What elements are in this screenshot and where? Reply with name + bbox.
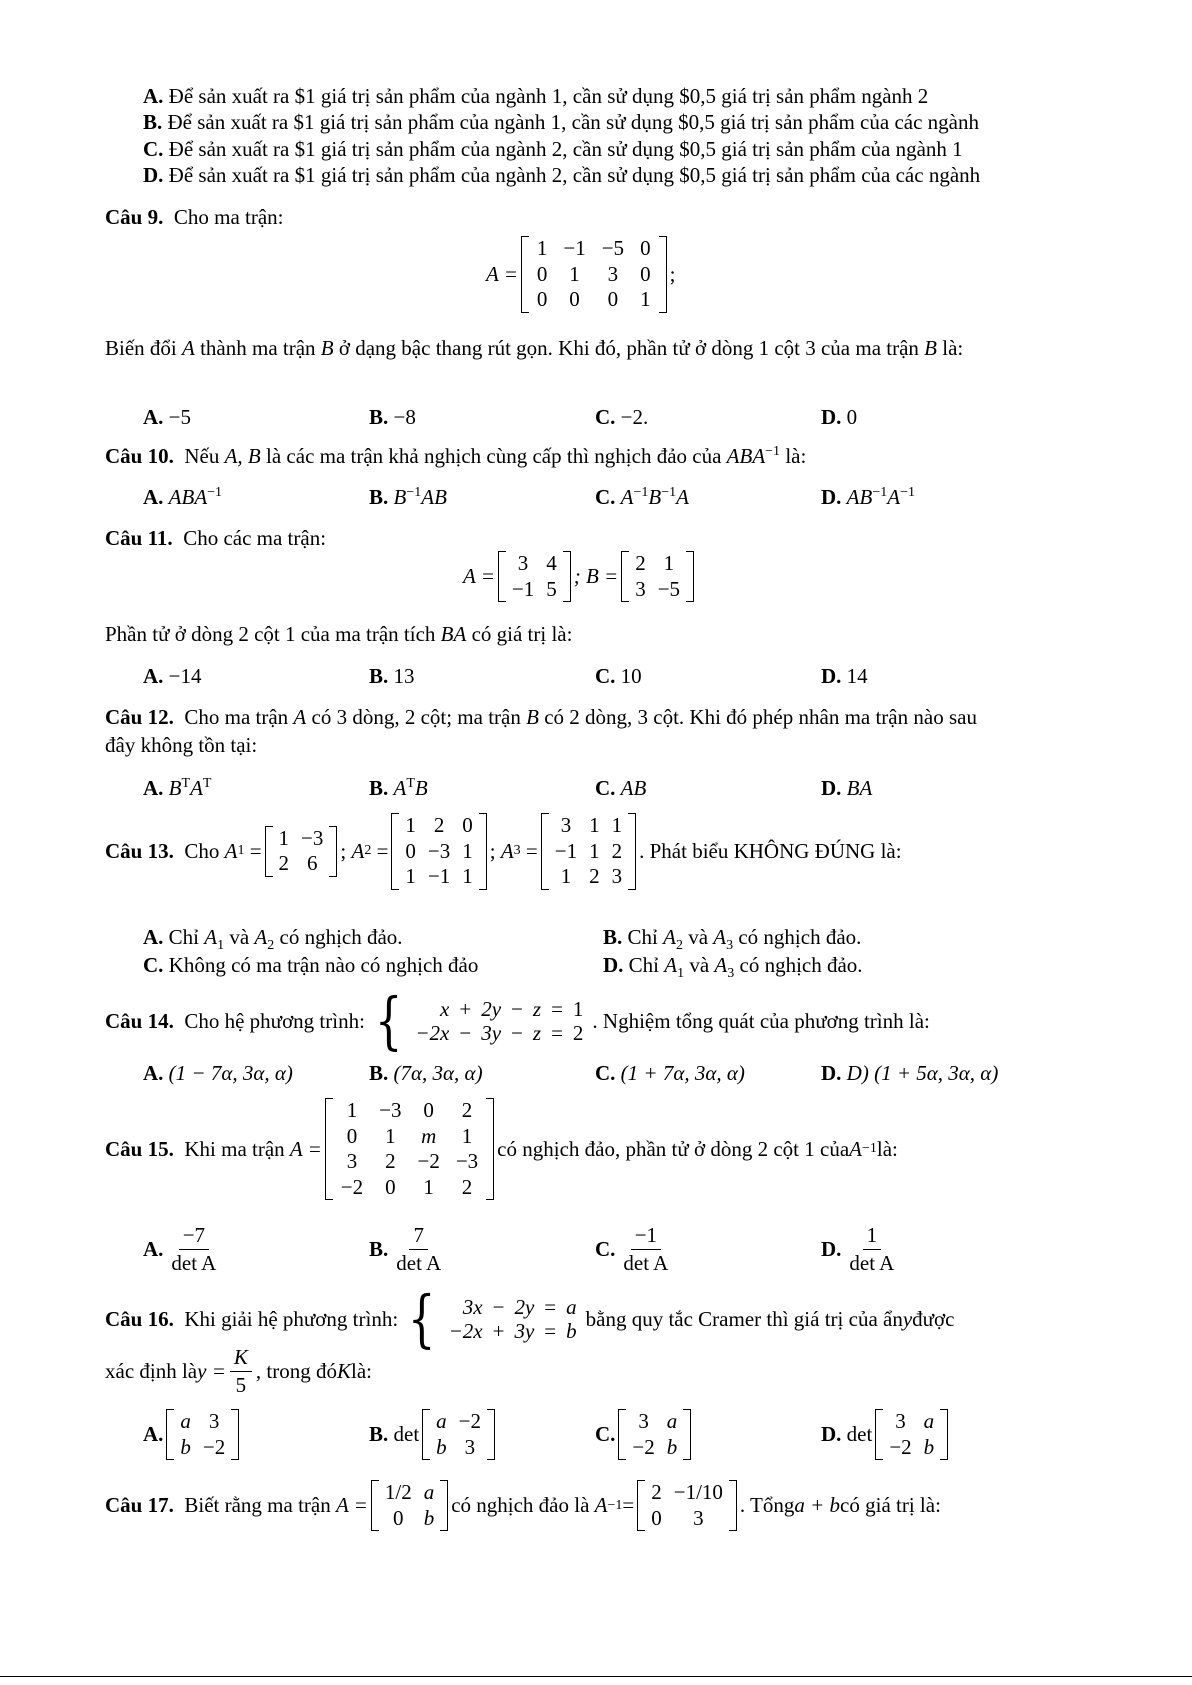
q10-question: Câu 10. Nếu A, B là các ma trận khả nghịch cùng cấp thì nghịch đảo của $ABA^{-1}$ là:	[105, 444, 807, 468]
q11-matrix-a: 3 4 −1 5	[498, 551, 571, 602]
q15-question: Câu 15. Khi ma trận A = 1 −3 0 2 0 1 m 1 3 2 −2 −3 −2 0 1 2 có nghịch đảo, phần tử ở dòng 2 cột 1 của A −1 là:	[105, 1098, 898, 1199]
q8-option-c: C. Để sản xuất ra $1 giá trị sản phẩm của ngành 2, cần sử dụng $0,5 giá trị sản phẩm của ngành 1	[143, 137, 963, 161]
q13-option-d: D. Chỉ $A_1$ và $A_3$ có nghịch đảo.	[603, 953, 863, 982]
q9-option-a: A. −5	[143, 405, 192, 429]
q10-option-d: D. $AB^{-1}A^{-1}$	[821, 485, 915, 509]
q9-option-b: B. −8	[369, 405, 416, 429]
q17-question: Câu 17. Biết rằng ma trận A = 1/2 a 0 b có nghịch đảo là A −1 = 2 −1/10 0 3 . Tổng a + b có giá trị là:	[105, 1480, 941, 1530]
q14-option-d: D. D) (1 + 5α, 3α, α)	[821, 1061, 999, 1085]
q14-option-b: B. (7α, 3α, α)	[369, 1061, 483, 1085]
q8-option-d: D. Để sản xuất ra $1 giá trị sản phẩm của ngành 2, cần sử dụng $0,5 giá trị sản phẩm của các ngành	[143, 163, 981, 187]
q14-option-c: C. (1 + 7α, 3α, α)	[595, 1061, 745, 1085]
q9-matrix: 1 −1 −5 0 0 1 3 0 0 0 0 1	[521, 236, 667, 313]
q11-matrices: A = 3 4 −1 5 ; B = 2 1 3 −5	[463, 551, 697, 602]
q16-option-d: D. det 3 a −2 b	[821, 1409, 951, 1460]
q14-system: { x + 2y − z = 1 −2x − 3y − z = 2	[374, 984, 584, 1057]
q15-option-b: B. $\frac{7}{\text{det A}}$	[369, 1223, 442, 1276]
q17-matrix-ainv: 2 −1/10 0 3	[637, 1480, 737, 1531]
q11-option-d: D. 14	[821, 664, 868, 688]
q16-option-b: B. det a −2 b 3	[369, 1409, 498, 1460]
q12-question-line2: đây không tồn tại:	[105, 733, 258, 757]
q13-matrix-a1: 1 −3 2 6	[265, 826, 338, 877]
q11-option-a: A. −14	[143, 664, 202, 688]
q8-option-b: B. Để sản xuất ra $1 giá trị sản phẩm của ngành 1, cần sử dụng $0,5 giá trị sản phẩm của các ngành	[143, 110, 979, 134]
q9-option-c: C. −2.	[595, 405, 649, 429]
q13-option-c: C. Không có ma trận nào có nghịch đảo	[143, 953, 479, 977]
q8-option-a: A. Để sản xuất ra $1 giá trị sản phẩm của ngành 1, cần sử dụng $0,5 giá trị sản phẩm ngành 2	[143, 84, 929, 108]
q11-matrix-b: 2 1 3 −5	[621, 551, 694, 602]
q10-option-b: B. $B^{-1}AB$	[369, 485, 447, 509]
system-brace: {	[408, 1282, 436, 1355]
q17-matrix-a: 1/2 a 0 b	[371, 1480, 448, 1531]
q16-option-c: C. 3 a −2 b	[595, 1409, 694, 1460]
q11-heading: Câu 11. Cho các ma trận:	[105, 526, 327, 550]
q13-question: Câu 13. Cho A 1 = 1 −3 2 6 ; A 2 = 1 2 0 0 −3 1 1 −1 1 ; A 3 = 3 1 1 −1 1 2 1 2 3 . Phát biểu KHÔNG ĐÚNG là:	[105, 813, 902, 889]
q16-question: Câu 16. Khi giải hệ phương trình: { 3x − 2y = a −2x + 3y = b bằng quy tắc Cramer thì giá trị của ẩn y được	[105, 1282, 955, 1355]
q15-matrix: 1 −3 0 2 0 1 m 1 3 2 −2 −3 −2 0 1 2	[325, 1098, 494, 1200]
q13-option-a: A. Chỉ $A_1$ và $A_2$ có nghịch đảo.	[143, 925, 403, 954]
q16-system: { 3x − 2y = a −2x + 3y = b	[408, 1282, 577, 1355]
q14-option-a: A. (1 − 7α, 3α, α)	[143, 1061, 293, 1085]
q10-option-c: C. $A^{-1}B^{-1}A$	[595, 485, 689, 509]
q16-question-line2: xác định là y = $\frac{K}{5}$ , trong đó K là:	[105, 1345, 372, 1398]
q12-option-d: D. BA	[821, 776, 873, 800]
q11-option-c: C. 10	[595, 664, 642, 688]
q11-option-b: B. 13	[369, 664, 415, 688]
q12-option-b: B. $A^TB$	[369, 776, 428, 800]
q9-question: Biến đổi A thành ma trận B ở dạng bậc thang rút gọn. Khi đó, phần tử ở dòng 1 cột 3 của ma trận B là:	[105, 336, 964, 360]
q10-option-a: A. $ABA^{-1}$	[143, 485, 223, 509]
q11-question: Phần tử ở dòng 2 cột 1 của ma trận tích BA có giá trị là:	[105, 622, 573, 646]
q9-option-d: D. 0	[821, 405, 858, 429]
system-brace: {	[374, 984, 403, 1057]
q9-matrix-equation: A = 1 −1 −5 0 0 1 3 0 0 0 0 1 ;	[486, 236, 676, 312]
q16-option-a: A. a 3 b −2	[143, 1409, 242, 1460]
q15-option-d: D. $\frac{1}{\text{det A}}$	[821, 1223, 895, 1276]
q14-question: Câu 14. Cho hệ phương trình: { x + 2y − z = 1 −2x − 3y − z = 2 . Nghiệm tổng quát của phương trình là:	[105, 984, 930, 1057]
q13-option-b: B. Chỉ $A_2$ và $A_3$ có nghịch đảo.	[603, 925, 862, 954]
q9-heading: Câu 9. Cho ma trận:	[105, 205, 284, 229]
q12-option-a: A. $B^TA^T$	[143, 776, 212, 800]
q15-option-c: C. $\frac{-1}{\text{det A}}$	[595, 1223, 669, 1276]
q13-matrix-a2: 1 2 0 0 −3 1 1 −1 1	[391, 813, 486, 890]
q13-matrix-a3: 3 1 1 −1 1 2 1 2 3	[541, 813, 636, 890]
q15-option-a: A. $\frac{-7}{\text{det A}}$	[143, 1223, 217, 1276]
q12-question-line1: Câu 12. Cho ma trận A có 3 dòng, 2 cột; ma trận B có 2 dòng, 3 cột. Khi đó phép nhân ma trận nào sau	[105, 705, 977, 729]
page-bottom-rule	[0, 1676, 1192, 1677]
q12-option-c: C. AB	[595, 776, 647, 800]
